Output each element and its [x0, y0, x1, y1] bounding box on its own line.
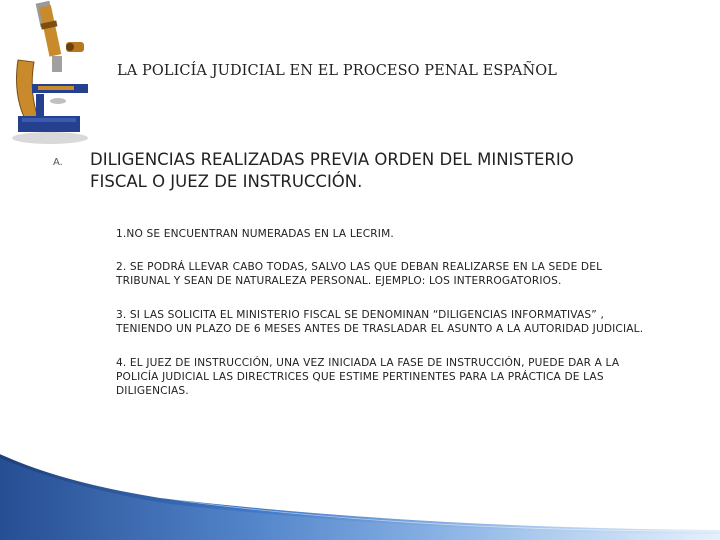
heading-line: FISCAL O JUEZ DE INSTRUCCIÓN. — [90, 172, 363, 191]
microscope-icon — [8, 0, 94, 146]
list-item-line: POLICÍA JUDICIAL LAS DIRECTRICES QUE ESTIME PERTINENTES PARA LA PRÁCTICA DE LAS — [116, 371, 604, 383]
list-item-line: 3. SI LAS SOLICITA EL MINISTERIO FISCAL SE DENOMINAN “DILIGENCIAS INFORMATIVAS” , — [116, 309, 604, 321]
slide-title: LA POLICÍA JUDICIAL EN EL PROCESO PENAL ESPAÑOL — [117, 63, 557, 79]
list-item — [116, 260, 696, 288]
list-item-line: DILIGENCIAS. — [116, 385, 189, 397]
list-item — [116, 227, 696, 241]
item-list — [116, 227, 696, 418]
list-item-line: TENIENDO UN PLAZO DE 6 MESES ANTES DE TRASLADAR EL ASUNTO A LA AUTORIDAD JUDICIAL. — [116, 323, 644, 335]
list-item-line: 2. SE PODRÁ LLEVAR CABO TODAS, SALVO LAS QUE DEBAN REALIZARSE EN LA SEDE DEL — [116, 261, 603, 273]
blue-swoosh-band — [0, 454, 720, 540]
heading-line: DILIGENCIAS REALIZADAS PREVIA ORDEN DEL MINISTERIO — [90, 150, 574, 169]
list-item-line: 1.NO SE ENCUENTRAN NUMERADAS EN LA LECRIM. — [116, 228, 394, 240]
list-item — [116, 356, 696, 398]
list-item-line: 4. EL JUEZ DE INSTRUCCIÓN, UNA VEZ INICIADA LA FASE DE INSTRUCCIÓN, PUEDE DAR A LA — [116, 357, 620, 369]
list-item — [116, 308, 696, 336]
section-heading — [90, 149, 680, 193]
section-marker: A. — [53, 157, 63, 168]
list-item-line: TRIBUNAL Y SEAN DE NATURALEZA PERSONAL. EJEMPLO: LOS INTERROGATORIOS. — [116, 275, 562, 287]
